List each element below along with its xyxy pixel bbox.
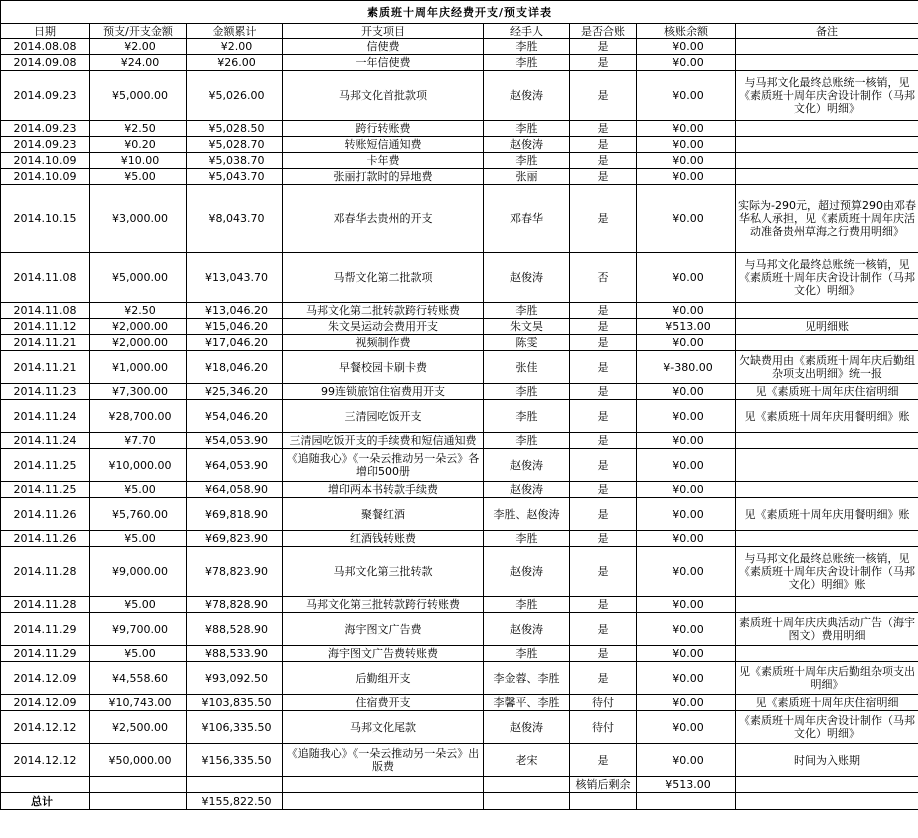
- cell-amount: ¥10.00: [90, 153, 187, 169]
- cell-balance: ¥0.00: [637, 597, 736, 613]
- header-remarks: 备注: [736, 24, 918, 39]
- cell-item: 聚餐红酒: [283, 498, 484, 531]
- cell-date: 2014.11.23: [1, 384, 90, 400]
- cell-date: 2014.12.12: [1, 711, 90, 744]
- table-row: [1, 319, 918, 335]
- cell-item: 朱文昊运动会费用开支: [283, 319, 484, 335]
- cell-reconciled: 是: [570, 303, 637, 319]
- cell-item: 跨行转账费: [283, 121, 484, 137]
- cell-balance: ¥0.00: [637, 153, 736, 169]
- cell-remarks: [736, 153, 918, 169]
- cell-cumulative: ¥26.00: [187, 55, 283, 71]
- cell-balance: ¥0.00: [637, 613, 736, 646]
- cell-item: 邓春华去贵州的开支: [283, 185, 484, 253]
- cell-balance: ¥0.00: [637, 335, 736, 351]
- cell-amount: ¥7,300.00: [90, 384, 187, 400]
- table-row: [1, 482, 918, 498]
- cell-cumulative: ¥88,533.90: [187, 646, 283, 662]
- cell-amount: ¥2,000.00: [90, 319, 187, 335]
- cell-balance: ¥0.00: [637, 55, 736, 71]
- header-amount: 预支/开支金额: [90, 24, 187, 39]
- cell-item: 转账短信通知费: [283, 137, 484, 153]
- cell-handler: 赵俊涛: [484, 253, 570, 303]
- cell-cumulative: ¥54,046.20: [187, 400, 283, 433]
- cell-item: 马邦文化第三批转款: [283, 547, 484, 597]
- table-row: [1, 153, 918, 169]
- cell-handler: 邓春华: [484, 185, 570, 253]
- cell-cumulative: ¥5,038.70: [187, 153, 283, 169]
- cell-amount: ¥9,000.00: [90, 547, 187, 597]
- cell-amount: ¥5.00: [90, 531, 187, 547]
- cell-amount: ¥5,000.00: [90, 71, 187, 121]
- cell-date: 2014.11.29: [1, 613, 90, 646]
- cell-date: 2014.12.12: [1, 744, 90, 777]
- cell-amount: ¥3,000.00: [90, 185, 187, 253]
- cell-date: 2014.11.25: [1, 449, 90, 482]
- table-row: [1, 71, 918, 121]
- cell-remarks: [736, 646, 918, 662]
- cell-remarks: [736, 597, 918, 613]
- cell-handler: 李胜: [484, 55, 570, 71]
- cell-item: 红酒钱转账费: [283, 531, 484, 547]
- cell-date: 2014.10.09: [1, 153, 90, 169]
- cell-remarks: 欠缺费用由《素质班十周年庆后勤组杂项支出明细》统一报: [736, 351, 918, 384]
- header-cumulative: 金额累计: [187, 24, 283, 39]
- cell-item: 海宇图文广告费转账费: [283, 646, 484, 662]
- cell-date: 2014.09.23: [1, 121, 90, 137]
- cell-cumulative: ¥54,053.90: [187, 433, 283, 449]
- cell-date: 2014.10.15: [1, 185, 90, 253]
- cell-amount: ¥4,558.60: [90, 662, 187, 695]
- cell-reconciled: 是: [570, 55, 637, 71]
- cell-date: 2014.10.09: [1, 169, 90, 185]
- cell-date: 2014.12.09: [1, 662, 90, 695]
- table-row: [1, 384, 918, 400]
- cell-reconciled: 是: [570, 335, 637, 351]
- cell-cumulative: ¥17,046.20: [187, 335, 283, 351]
- table-row: [1, 613, 918, 646]
- cell-amount: ¥2,500.00: [90, 711, 187, 744]
- cell-date: 2014.11.24: [1, 433, 90, 449]
- cell-balance: ¥-380.00: [637, 351, 736, 384]
- cell-reconciled: 是: [570, 597, 637, 613]
- cell-date: 2014.11.29: [1, 646, 90, 662]
- cell-cumulative: ¥78,828.90: [187, 597, 283, 613]
- cell-remarks: 时间为入账期: [736, 744, 918, 777]
- cell-item: 后勤组开支: [283, 662, 484, 695]
- table-row: [1, 597, 918, 613]
- cell-handler: 李胜、赵俊涛: [484, 498, 570, 531]
- cell-date: 2014.09.08: [1, 55, 90, 71]
- cell-item: 马邦文化尾款: [283, 711, 484, 744]
- cell-date: 2014.11.08: [1, 303, 90, 319]
- cell-item: 《追随我心》《一朵云推动另一朵云》各增印500册: [283, 449, 484, 482]
- cell-reconciled: 是: [570, 71, 637, 121]
- cell-reconciled: 是: [570, 319, 637, 335]
- cell-balance: ¥0.00: [637, 303, 736, 319]
- cell-amount: ¥50,000.00: [90, 744, 187, 777]
- table-row: [1, 695, 918, 711]
- cell-remarks: 见《素质班十周年庆用餐明细》账: [736, 498, 918, 531]
- cell-reconciled: 是: [570, 185, 637, 253]
- cell-balance: ¥0.00: [637, 695, 736, 711]
- table-row: [1, 39, 918, 55]
- cell-remarks: [736, 335, 918, 351]
- header-date: 日期: [1, 24, 90, 39]
- cell-handler: 李金蓉、李胜: [484, 662, 570, 695]
- cell-amount: ¥7.70: [90, 433, 187, 449]
- cell-remarks: 见《素质班十周年庆住宿明细: [736, 384, 918, 400]
- summary-value: ¥513.00: [637, 777, 736, 793]
- cell-remarks: 素质班十周年庆庆典活动广告（海宇图文）费用明细: [736, 613, 918, 646]
- cell-date: 2014.11.21: [1, 351, 90, 384]
- cell-balance: ¥0.00: [637, 384, 736, 400]
- cell-cumulative: ¥93,092.50: [187, 662, 283, 695]
- table-row: [1, 547, 918, 597]
- cell-reconciled: 是: [570, 449, 637, 482]
- cell-remarks: [736, 39, 918, 55]
- cell-handler: 赵俊涛: [484, 449, 570, 482]
- cell-handler: 李胜: [484, 303, 570, 319]
- cell-cumulative: ¥5,028.70: [187, 137, 283, 153]
- cell-amount: ¥24.00: [90, 55, 187, 71]
- cell-balance: ¥0.00: [637, 482, 736, 498]
- cell-balance: ¥0.00: [637, 711, 736, 744]
- cell-amount: ¥2,000.00: [90, 335, 187, 351]
- cell-handler: 李胜: [484, 153, 570, 169]
- cell-reconciled: 是: [570, 351, 637, 384]
- cell-handler: 赵俊涛: [484, 137, 570, 153]
- cell-item: 早餐校园卡刷卡费: [283, 351, 484, 384]
- cell-amount: ¥5,760.00: [90, 498, 187, 531]
- cell-remarks: 见《素质班十周年庆后勤组杂项支出明细》: [736, 662, 918, 695]
- cell-date: 2014.11.25: [1, 482, 90, 498]
- total-value: ¥155,822.50: [187, 793, 283, 810]
- cell-balance: ¥0.00: [637, 185, 736, 253]
- table-body: [1, 39, 918, 777]
- cell-remarks: 《素质班十周年庆舍设计制作（马邦文化）明细》: [736, 711, 918, 744]
- cell-remarks: 见《素质班十周年庆住宿明细: [736, 695, 918, 711]
- cell-handler: 朱文昊: [484, 319, 570, 335]
- cell-reconciled: 否: [570, 253, 637, 303]
- header-row: [1, 24, 918, 39]
- table-row: [1, 531, 918, 547]
- cell-balance: ¥0.00: [637, 547, 736, 597]
- cell-reconciled: 待付: [570, 711, 637, 744]
- table-row: [1, 351, 918, 384]
- cell-cumulative: ¥25,346.20: [187, 384, 283, 400]
- header-item: 开支项目: [283, 24, 484, 39]
- cell-date: 2014.11.28: [1, 597, 90, 613]
- cell-amount: ¥5.00: [90, 597, 187, 613]
- table-row: [1, 303, 918, 319]
- cell-balance: ¥0.00: [637, 39, 736, 55]
- cell-date: 2014.09.23: [1, 71, 90, 121]
- cell-reconciled: 是: [570, 482, 637, 498]
- cell-handler: 李胜: [484, 433, 570, 449]
- cell-remarks: [736, 531, 918, 547]
- table-row: [1, 449, 918, 482]
- cell-item: 海宇图文广告费: [283, 613, 484, 646]
- cell-handler: 李胜: [484, 646, 570, 662]
- cell-remarks: 与马邦文化最终总账统一核销，见《素质班十周年庆舍设计制作（马邦文化）明细》账: [736, 547, 918, 597]
- cell-remarks: [736, 303, 918, 319]
- cell-handler: 陈雯: [484, 335, 570, 351]
- cell-amount: ¥0.20: [90, 137, 187, 153]
- cell-reconciled: 是: [570, 400, 637, 433]
- cell-date: 2014.09.23: [1, 137, 90, 153]
- cell-handler: 张丽: [484, 169, 570, 185]
- table-row: [1, 400, 918, 433]
- header-reconciled: 是否合账: [570, 24, 637, 39]
- cell-cumulative: ¥13,043.70: [187, 253, 283, 303]
- cell-item: 一年信使费: [283, 55, 484, 71]
- cell-handler: 赵俊涛: [484, 547, 570, 597]
- table-row: [1, 185, 918, 253]
- cell-remarks: [736, 433, 918, 449]
- cell-cumulative: ¥5,026.00: [187, 71, 283, 121]
- header-balance: 核账余额: [637, 24, 736, 39]
- cell-reconciled: 待付: [570, 695, 637, 711]
- cell-cumulative: ¥5,043.70: [187, 169, 283, 185]
- cell-item: 信使费: [283, 39, 484, 55]
- cell-amount: ¥9,700.00: [90, 613, 187, 646]
- table-row: [1, 662, 918, 695]
- cell-item: 三清园吃饭开支的手续费和短信通知费: [283, 433, 484, 449]
- cell-date: 2014.12.09: [1, 695, 90, 711]
- cell-remarks: [736, 449, 918, 482]
- cell-amount: ¥5.00: [90, 169, 187, 185]
- cell-amount: ¥5.00: [90, 646, 187, 662]
- cell-handler: 赵俊涛: [484, 711, 570, 744]
- cell-item: 马邦文化第三批转款跨行转账费: [283, 597, 484, 613]
- cell-cumulative: ¥13,046.20: [187, 303, 283, 319]
- cell-reconciled: 是: [570, 646, 637, 662]
- cell-amount: ¥2.50: [90, 303, 187, 319]
- total-row: [1, 793, 918, 810]
- cell-reconciled: 是: [570, 433, 637, 449]
- cell-handler: 老宋: [484, 744, 570, 777]
- cell-handler: 赵俊涛: [484, 71, 570, 121]
- cell-date: 2014.11.08: [1, 253, 90, 303]
- cell-reconciled: 是: [570, 153, 637, 169]
- cell-reconciled: 是: [570, 121, 637, 137]
- cell-cumulative: ¥64,058.90: [187, 482, 283, 498]
- cell-handler: 李馨平、李胜: [484, 695, 570, 711]
- cell-handler: 李胜: [484, 121, 570, 137]
- header-handler: 经手人: [484, 24, 570, 39]
- cell-reconciled: 是: [570, 137, 637, 153]
- cell-handler: 李胜: [484, 384, 570, 400]
- table-row: [1, 744, 918, 777]
- cell-item: 马邦文化第二批转款跨行转账费: [283, 303, 484, 319]
- cell-item: 马邦文化首批款项: [283, 71, 484, 121]
- summary-label: 核销后剩余: [570, 777, 637, 793]
- table-row: [1, 711, 918, 744]
- cell-amount: ¥1,000.00: [90, 351, 187, 384]
- cell-balance: ¥0.00: [637, 71, 736, 121]
- cell-balance: ¥0.00: [637, 121, 736, 137]
- cell-balance: ¥0.00: [637, 662, 736, 695]
- cell-cumulative: ¥78,823.90: [187, 547, 283, 597]
- cell-remarks: 见明细账: [736, 319, 918, 335]
- table-row: [1, 646, 918, 662]
- cell-remarks: [736, 169, 918, 185]
- cell-remarks: 见《素质班十周年庆用餐明细》账: [736, 400, 918, 433]
- cell-amount: ¥2.00: [90, 39, 187, 55]
- cell-remarks: [736, 137, 918, 153]
- cell-handler: 赵俊涛: [484, 482, 570, 498]
- cell-handler: 李胜: [484, 531, 570, 547]
- cell-amount: ¥10,743.00: [90, 695, 187, 711]
- cell-reconciled: 是: [570, 498, 637, 531]
- cell-cumulative: ¥156,335.50: [187, 744, 283, 777]
- cell-cumulative: ¥88,528.90: [187, 613, 283, 646]
- cell-date: 2014.11.26: [1, 498, 90, 531]
- table-row: [1, 335, 918, 351]
- table-row: [1, 433, 918, 449]
- cell-remarks: [736, 482, 918, 498]
- cell-balance: ¥0.00: [637, 744, 736, 777]
- cell-cumulative: ¥69,823.90: [187, 531, 283, 547]
- cell-remarks: [736, 121, 918, 137]
- cell-balance: ¥0.00: [637, 449, 736, 482]
- cell-handler: 李胜: [484, 597, 570, 613]
- cell-reconciled: 是: [570, 39, 637, 55]
- cell-handler: 张佳: [484, 351, 570, 384]
- cell-date: 2014.11.28: [1, 547, 90, 597]
- cell-item: 住宿费开支: [283, 695, 484, 711]
- table-row: [1, 253, 918, 303]
- cell-date: 2014.11.12: [1, 319, 90, 335]
- cell-remarks: [736, 55, 918, 71]
- sheet-title: 素质班十周年庆经费开支/预支详表: [1, 1, 918, 24]
- cell-item: 三清园吃饭开支: [283, 400, 484, 433]
- cell-cumulative: ¥103,835.50: [187, 695, 283, 711]
- total-label: 总计: [1, 793, 90, 810]
- cell-reconciled: 是: [570, 662, 637, 695]
- cell-date: 2014.11.21: [1, 335, 90, 351]
- cell-balance: ¥0.00: [637, 433, 736, 449]
- cell-reconciled: 是: [570, 613, 637, 646]
- cell-reconciled: 是: [570, 547, 637, 597]
- cell-remarks: 实际为-290元，超过预算290由邓春华私人承担，见《素质班十周年庆活动准备贵州草海之行费用明细》: [736, 185, 918, 253]
- cell-cumulative: ¥64,053.90: [187, 449, 283, 482]
- cell-item: 卡年费: [283, 153, 484, 169]
- cell-cumulative: ¥69,818.90: [187, 498, 283, 531]
- cell-balance: ¥0.00: [637, 531, 736, 547]
- cell-cumulative: ¥5,028.50: [187, 121, 283, 137]
- cell-handler: 李胜: [484, 39, 570, 55]
- cell-balance: ¥0.00: [637, 400, 736, 433]
- cell-handler: 李胜: [484, 400, 570, 433]
- cell-amount: ¥5,000.00: [90, 253, 187, 303]
- cell-remarks: 与马邦文化最终总账统一核销，见《素质班十周年庆舍设计制作（马邦文化）明细》: [736, 253, 918, 303]
- cell-item: 马帮文化第二批款项: [283, 253, 484, 303]
- cell-reconciled: 是: [570, 384, 637, 400]
- cell-balance: ¥0.00: [637, 137, 736, 153]
- cell-item: 增印两本书转款手续费: [283, 482, 484, 498]
- cell-cumulative: ¥18,046.20: [187, 351, 283, 384]
- cell-reconciled: 是: [570, 531, 637, 547]
- cell-balance: ¥0.00: [637, 253, 736, 303]
- cell-item: 张丽打款时的异地费: [283, 169, 484, 185]
- cell-balance: ¥0.00: [637, 169, 736, 185]
- table-row: [1, 169, 918, 185]
- cell-cumulative: ¥106,335.50: [187, 711, 283, 744]
- cell-date: 2014.08.08: [1, 39, 90, 55]
- cell-balance: ¥0.00: [637, 646, 736, 662]
- cell-date: 2014.11.24: [1, 400, 90, 433]
- cell-item: 《追随我心》《一朵云推动另一朵云》出版费: [283, 744, 484, 777]
- cell-balance: ¥513.00: [637, 319, 736, 335]
- cell-cumulative: ¥2.00: [187, 39, 283, 55]
- cell-reconciled: 是: [570, 169, 637, 185]
- cell-item: 99连锁旅馆住宿费用开支: [283, 384, 484, 400]
- cell-date: 2014.11.26: [1, 531, 90, 547]
- table-row: [1, 121, 918, 137]
- cell-cumulative: ¥15,046.20: [187, 319, 283, 335]
- cell-remarks: 与马邦文化最终总账统一核销，见《素质班十周年庆舍设计制作（马邦文化）明细》: [736, 71, 918, 121]
- summary-row: [1, 777, 918, 793]
- cell-item: 视频制作费: [283, 335, 484, 351]
- table-row: [1, 55, 918, 71]
- cell-amount: ¥2.50: [90, 121, 187, 137]
- cell-balance: ¥0.00: [637, 498, 736, 531]
- cell-amount: ¥10,000.00: [90, 449, 187, 482]
- cell-handler: 赵俊涛: [484, 613, 570, 646]
- cell-reconciled: 是: [570, 744, 637, 777]
- cell-amount: ¥5.00: [90, 482, 187, 498]
- cell-amount: ¥28,700.00: [90, 400, 187, 433]
- cell-cumulative: ¥8,043.70: [187, 185, 283, 253]
- table-row: [1, 498, 918, 531]
- table-row: [1, 137, 918, 153]
